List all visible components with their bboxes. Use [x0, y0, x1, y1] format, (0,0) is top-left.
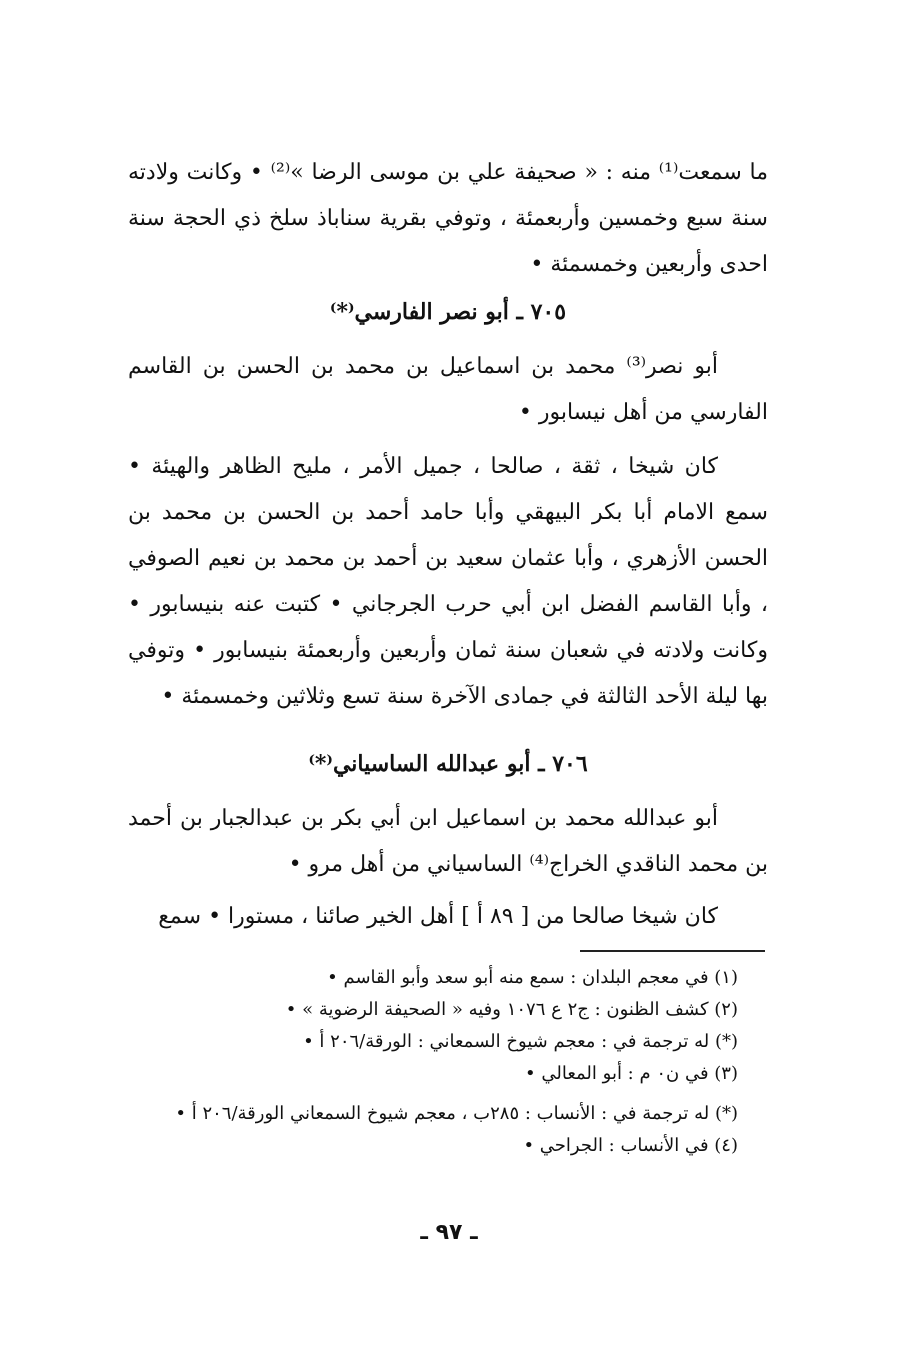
entry-705-bio-line-2: سمع الامام أبا بكر البيهقي وأبا حامد أحمد بن الحسن بن محمد بن	[128, 500, 768, 525]
page-number: ـ ٩٧ ـ	[420, 1220, 478, 1245]
entry-705-name-paragraph	[128, 344, 768, 436]
entry-705-bio-line-1: كان شيخا ، ثقة ، صالحا ، جميل الأمر ، مليح الظاهر والهيئة •	[128, 454, 718, 479]
entry-706-name-paragraph	[128, 796, 768, 888]
entry-706-bio-paragraph	[128, 894, 768, 940]
opening-text	[128, 150, 768, 288]
entry-706-heading: ٧٠٦ ـ أبو عبدالله الساسياني⁽*⁾	[308, 751, 588, 777]
footnote-star-705: (*) له ترجمة في : معجم شيوخ السمعاني : الورقة/٢٠٦ أ •	[303, 1031, 738, 1052]
entry-705	[128, 292, 768, 720]
entry-705-bio-line-3: الحسن الأزهري ، وأبا عثمان سعيد بن أحمد بن محمد بن نعيم	[207, 546, 769, 571]
entry-706-name-line-2: أحمد بن محمد الناقدي الخراج⁽⁴⁾ الساسياني من أهل مرو •	[128, 806, 768, 877]
footnote-2: (٢) كشف الظنون : ج٢ ع ١٠٧٦ وفيه « الصحيفة الرضوية » •	[285, 999, 738, 1020]
opening-line-1: ما سمعت⁽¹⁾ منه : « صحيفة علي بن موسى الرضا »⁽²⁾ • وكانت ولادته	[128, 160, 768, 185]
entry-705-bio-line-5: بنيسابور • وكانت ولادته في شعبان سنة ثمان وأربعين وأربعمئة بنيسابور •	[128, 592, 768, 663]
entry-706-bio-line-1: كان شيخا صالحا من [ ٨٩ أ ] أهل الخير صائنا ، مستورا • سمع	[158, 904, 718, 929]
entry-705-heading: ٧٠٥ ـ أبو نصر الفارسي⁽*⁾	[329, 299, 567, 325]
footnote-3: (٣) في ن٠ م : أبو المعالي •	[525, 1063, 738, 1084]
footnote-star-706: (*) له ترجمة في : الأنساب : ٢٨٥ب ، معجم شيوخ السمعاني الورقة/٢٠٦ أ •	[175, 1103, 738, 1124]
opening-line-2: سنة سبع وخمسين وأربعمئة ، وتوفي بقرية سناباذ سلخ ذي الحجة سنة	[128, 206, 768, 231]
entry-705-bio-paragraph	[128, 444, 768, 720]
entry-705-name-line-1: أبو نصر⁽³⁾ محمد بن اسماعيل بن محمد بن الحسن بن القاسم	[128, 354, 718, 379]
entry-706-name-line-1: أبو عبدالله محمد بن اسماعيل ابن أبي بكر بن عبدالجبار بن	[179, 806, 718, 831]
footnotes	[128, 962, 768, 1162]
entry-706	[128, 744, 768, 940]
footnote-1: (١) في معجم البلدان : سمع منه أبو سعد وأبو القاسم •	[327, 967, 738, 988]
footnote-4: (٤) في الأنساب : الجراحي •	[523, 1135, 738, 1156]
footnote-divider	[580, 950, 765, 952]
entry-705-name-line-2: الفارسي من أهل نيسابور •	[518, 400, 768, 425]
entry-705-bio-line-4: الصوفي ، وأبا القاسم الفضل ابن أبي حرب الجرجاني • كتبت عنه	[128, 546, 768, 617]
entry-705-bio-line-7: وخمسمئة •	[161, 684, 270, 709]
opening-line-3: احدى وأربعين وخمسمئة •	[530, 252, 768, 277]
opening-paragraph	[128, 150, 768, 288]
entry-705-bio-line-6: وتوفي بها ليلة الأحد الثالثة في جمادى الآخرة سنة تسع وثلاثين	[128, 638, 768, 709]
